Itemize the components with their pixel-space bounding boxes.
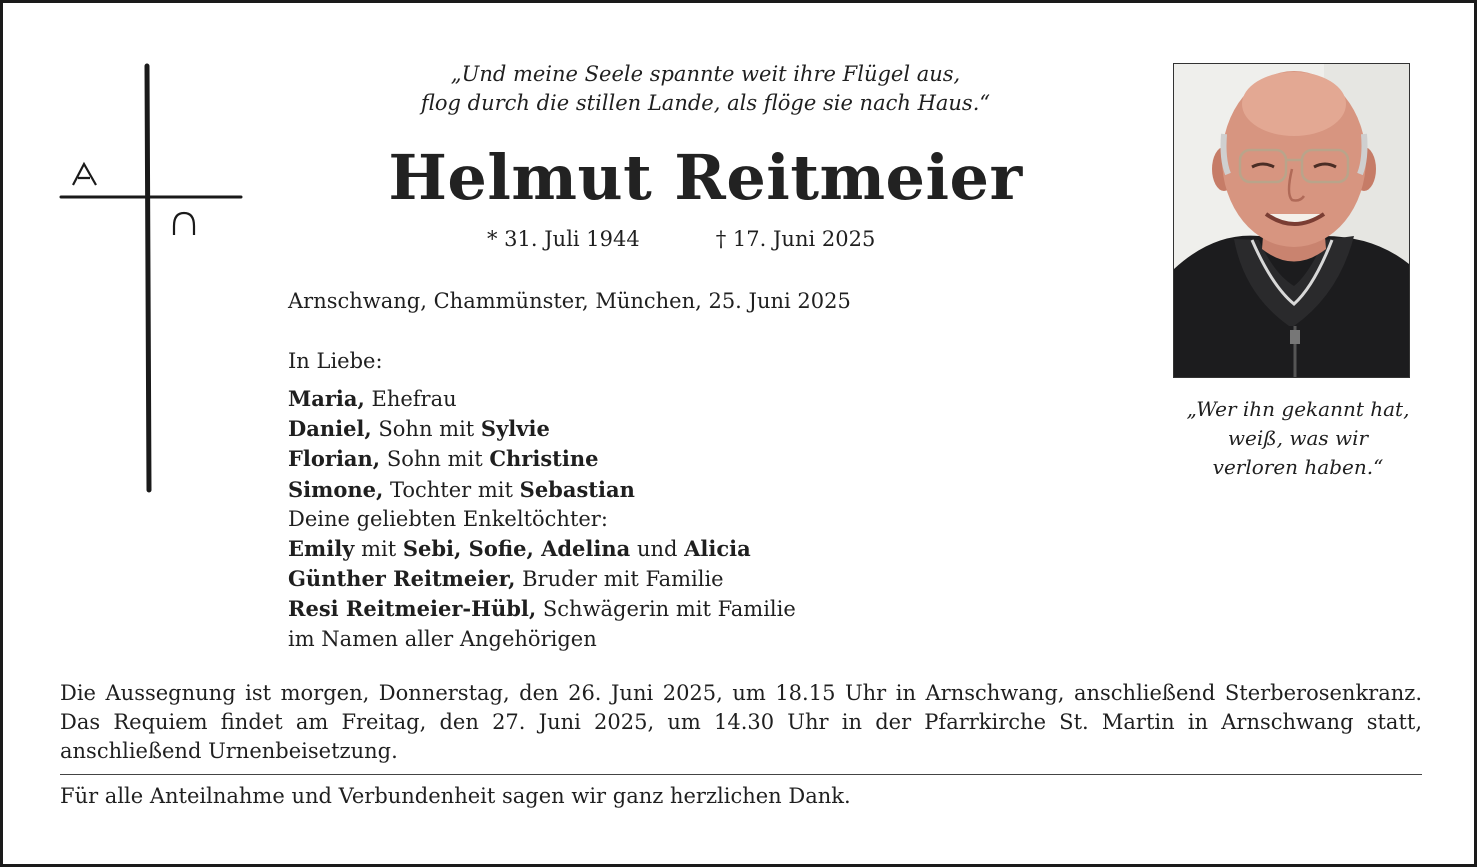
quote-line: „Wer ihn gekannt hat, [1186,397,1410,421]
family-member [288,564,796,594]
grandchild-connector: mit [361,537,397,562]
quote-line: verloren haben.“ [1212,455,1384,479]
family-member [288,444,796,474]
member-relation: Sohn mit [378,417,475,442]
member-name: Daniel, [288,416,372,442]
grandchild-connector: und [636,537,678,562]
life-dates [487,225,875,253]
birth-date: * 31. Juli 1944 [487,227,640,251]
grandchild-name: Alicia [684,536,751,562]
photo-quote [1153,395,1443,482]
cross-alpha-omega-icon [53,58,253,498]
family-member [288,594,796,624]
divider [60,774,1422,775]
deceased-name: Helmut Reitmeier [388,141,1023,214]
in-love-label: In Liebe: [288,349,383,373]
member-relation: Sohn mit [386,447,483,472]
member-name: Günther Reitmeier, [288,566,516,592]
motto-line: „Und meine Seele spannte weit ihre Flügel aus, [450,62,961,86]
family-member [288,414,796,444]
portrait-photo [1173,63,1410,378]
portrait-image [1174,64,1409,377]
grandchild-names: Sebi, Sofie, Adelina [402,536,631,562]
member-relation: Schwägerin mit Familie [542,597,796,622]
member-relation: Ehefrau [371,387,457,411]
member-name: Resi Reitmeier-Hübl, [288,596,537,622]
grandchild-name: Emily [288,536,355,562]
member-name: Simone, [288,476,384,502]
family-member [288,384,796,414]
member-partner: Sylvie [480,416,550,442]
family-member [288,475,796,505]
ceremony-info: Die Aussegnung ist morgen, Donnerstag, den 26. Juni 2025, um 18.15 Uhr in Arnschwang, anschließend Sterberosenkranz. Das Requiem findet am Freitag, den 27. Juni 2025, um 14.30 Uhr in der Pfarrkirche St. Martin in Arnschwang statt, anschließend Urnenbeisetzung. [60,681,1422,763]
family-note: im Namen aller Angehörigen [288,626,597,651]
family-list [288,384,796,654]
family-note: Deine geliebten Enkeltöchter: [288,506,608,531]
member-name: Maria, [288,386,365,411]
grandchildren [288,534,796,564]
member-relation: Bruder mit Familie [522,567,724,592]
place-date: Arnschwang, Chammünster, München, 25. Juni 2025 [288,289,851,313]
member-name: Florian, [288,446,381,472]
quote-line: weiß, was wir [1227,426,1369,450]
thanks-text: Für alle Anteilnahme und Verbundenheit sagen wir ganz herzlichen Dank. [60,784,851,808]
member-partner: Sebastian [519,476,635,502]
member-relation: Tochter mit [390,477,513,502]
member-partner: Christine [489,446,599,472]
death-date: † 17. Juni 2025 [715,227,876,251]
motto-line: flog durch die stillen Lande, als flöge sie nach Haus.“ [420,91,991,115]
